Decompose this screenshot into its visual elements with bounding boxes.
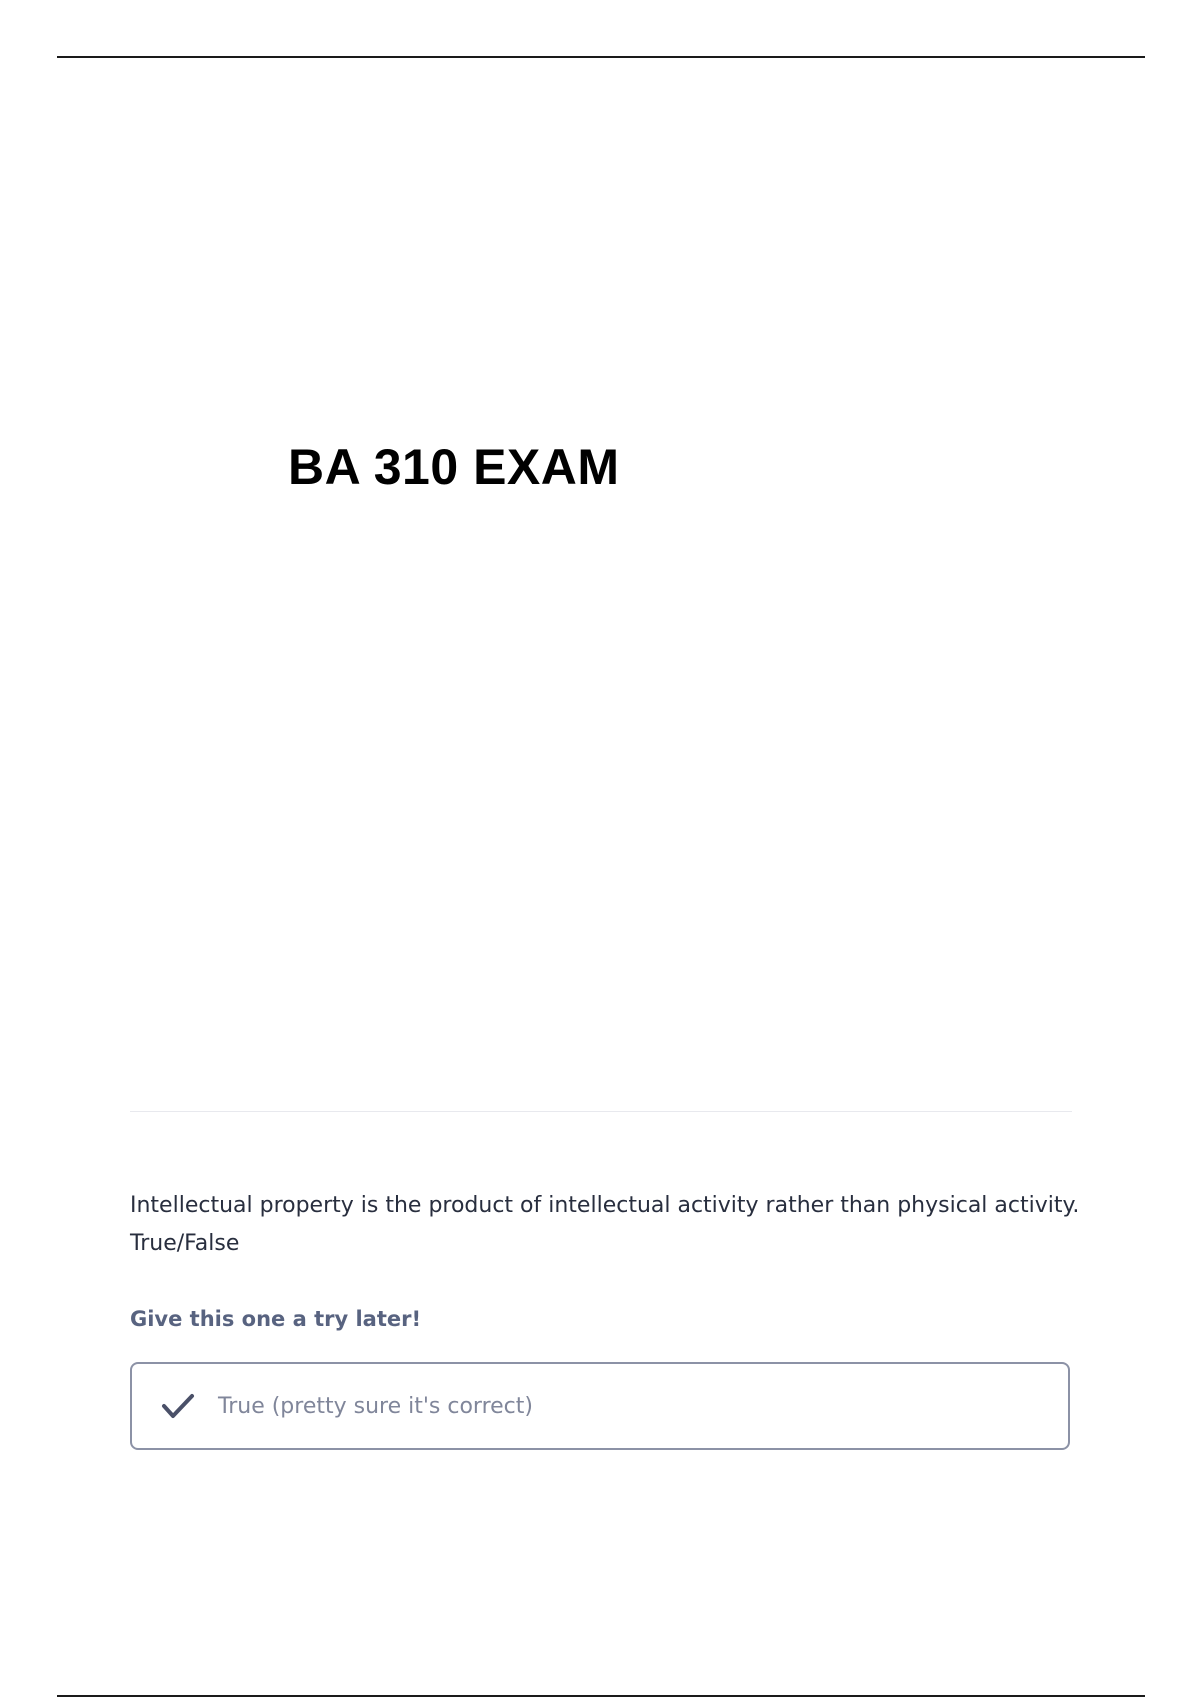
check-icon xyxy=(160,1388,196,1424)
answer-option-true[interactable] xyxy=(130,1362,1070,1450)
try-later-prompt: Give this one a try later! xyxy=(130,1307,422,1331)
section-divider xyxy=(130,1111,1072,1112)
question-text: Intellectual property is the product of intellectual activity rather than physical activity. True/False xyxy=(130,1193,1080,1256)
answer-option-label: True (pretty sure it's correct) xyxy=(218,1393,533,1419)
top-rule xyxy=(57,56,1145,58)
exam-title: BA 310 EXAM xyxy=(288,439,620,495)
bottom-rule xyxy=(57,1695,1145,1697)
